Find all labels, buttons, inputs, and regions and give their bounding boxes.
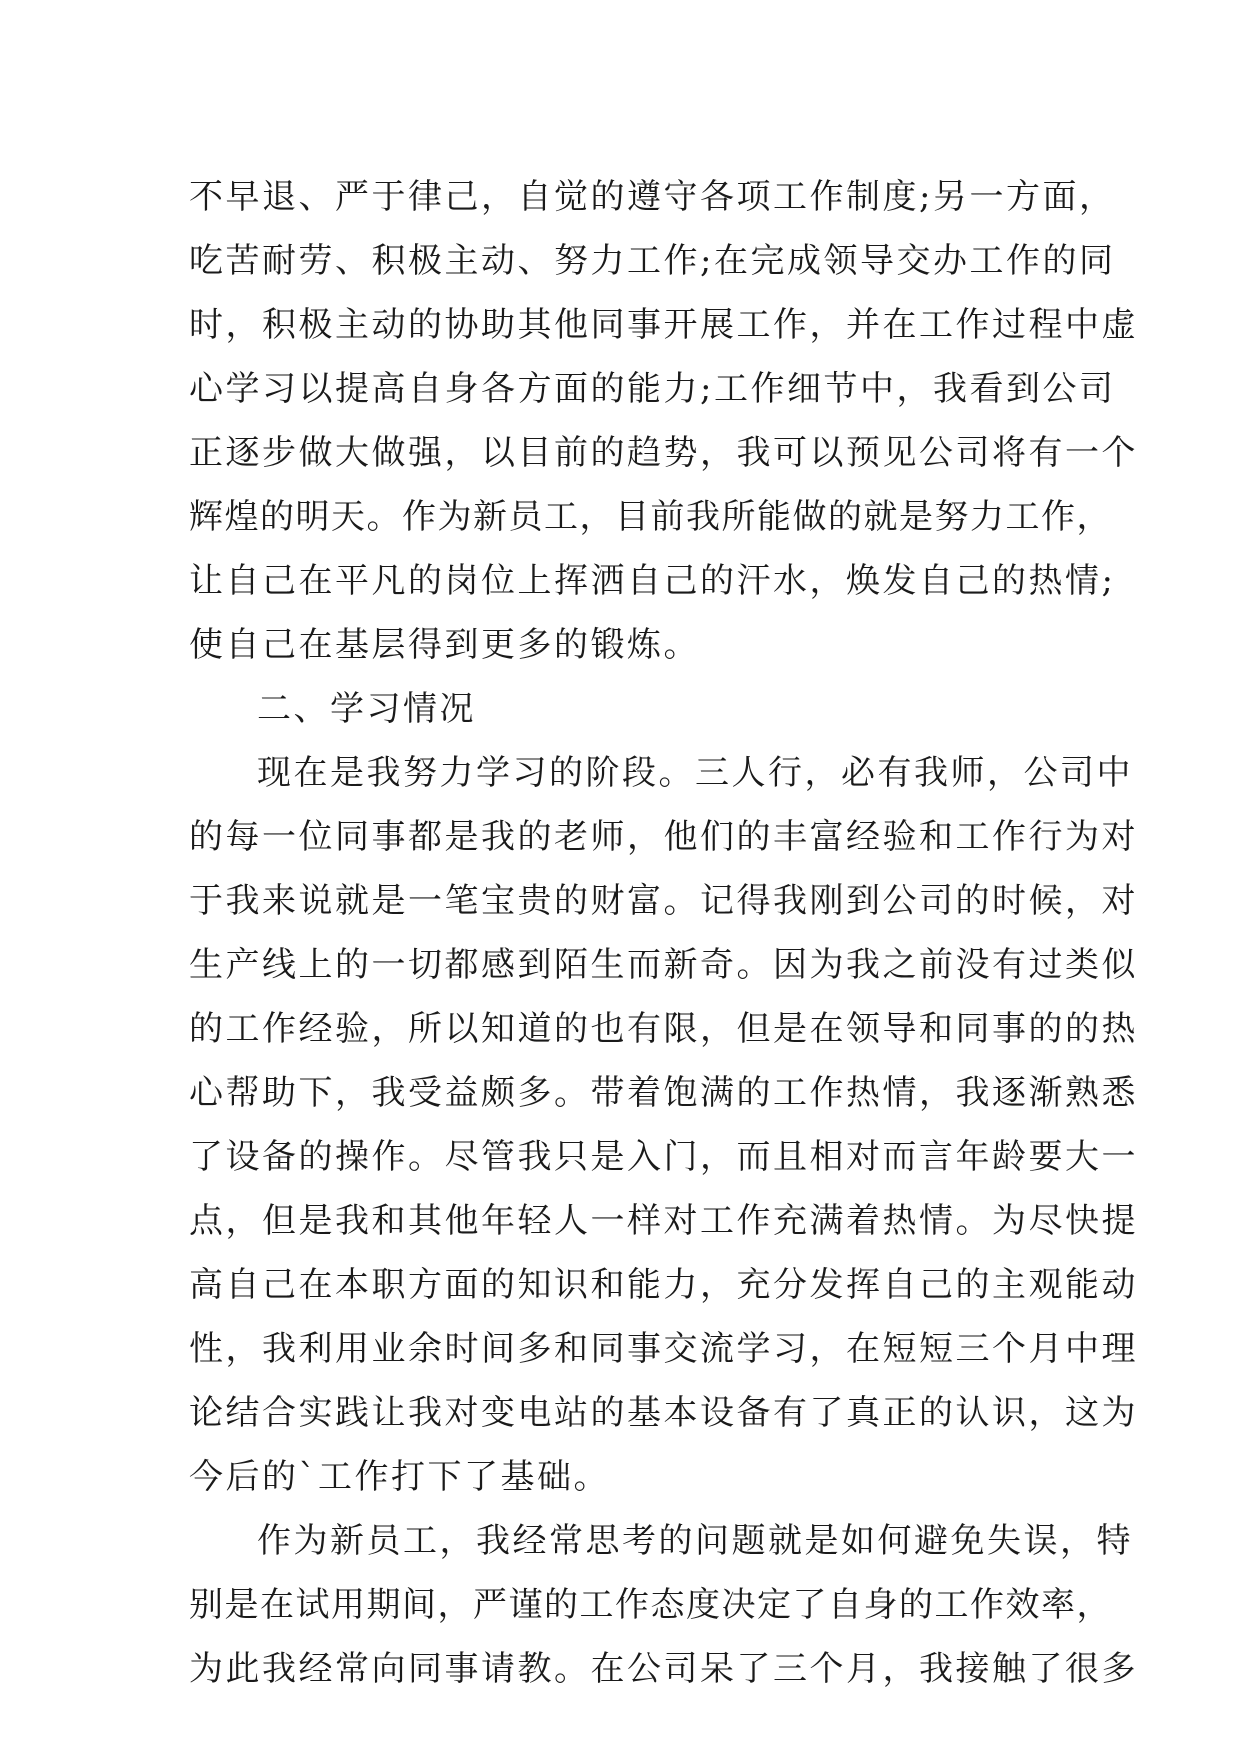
text-line: 的每一位同事都是我的老师，他们的丰富经验和工作行为对 <box>189 817 1138 857</box>
text-line: 点，但是我和其他年轻人一样对工作充满着热情。为尽快提 <box>189 1201 1138 1241</box>
text-line: 性，我利用业余时间多和同事交流学习，在短短三个月中理 <box>189 1329 1138 1369</box>
text-line: 于我来说就是一笔宝贵的财富。记得我刚到公司的时候，对 <box>189 881 1138 921</box>
section-heading: 二、学习情况 <box>257 689 476 729</box>
text-line: 今后的`工作打下了基础。 <box>189 1457 610 1497</box>
text-line: 的工作经验，所以知道的也有限，但是在领导和同事的的热 <box>189 1009 1138 1049</box>
text-line: 时，积极主动的协助其他同事开展工作，并在工作过程中虚 <box>189 305 1138 345</box>
text-line: 心帮助下，我受益颇多。带着饱满的工作热情，我逐渐熟悉 <box>189 1073 1138 1113</box>
text-line: 辉煌的明天。作为新员工，目前我所能做的就是努力工作， <box>189 497 1112 537</box>
text-line: 高自己在本职方面的知识和能力，充分发挥自己的主观能动 <box>189 1265 1138 1305</box>
paragraph-start-line: 现在是我努力学习的阶段。三人行，必有我师，公司中 <box>257 753 1133 793</box>
text-line: 心学习以提高自身各方面的能力;工作细节中，我看到公司 <box>189 369 1116 409</box>
text-line: 别是在试用期间，严谨的工作态度决定了自身的工作效率， <box>189 1585 1112 1625</box>
text-line: 正逐步做大做强，以目前的趋势，我可以预见公司将有一个 <box>189 433 1138 473</box>
text-line: 让自己在平凡的岗位上挥洒自己的汗水，焕发自己的热情; <box>189 561 1116 601</box>
text-line: 为此我经常向同事请教。在公司呆了三个月，我接触了很多 <box>189 1649 1138 1689</box>
paragraph-start-line: 作为新员工，我经常思考的问题就是如何避免失误，特 <box>257 1521 1133 1561</box>
text-line: 使自己在基层得到更多的锻炼。 <box>189 625 700 665</box>
text-line: 生产线上的一切都感到陌生而新奇。因为我之前没有过类似 <box>189 945 1138 985</box>
body-text <box>189 165 1138 1701</box>
text-line: 吃苦耐劳、积极主动、努力工作;在完成领导交办工作的同 <box>189 241 1116 281</box>
text-line: 不早退、严于律己，自觉的遵守各项工作制度;另一方面， <box>189 177 1116 217</box>
text-line: 了设备的操作。尽管我只是入门，而且相对而言年龄要大一 <box>189 1137 1138 1177</box>
text-line: 论结合实践让我对变电站的基本设备有了真正的认识，这为 <box>189 1393 1138 1433</box>
